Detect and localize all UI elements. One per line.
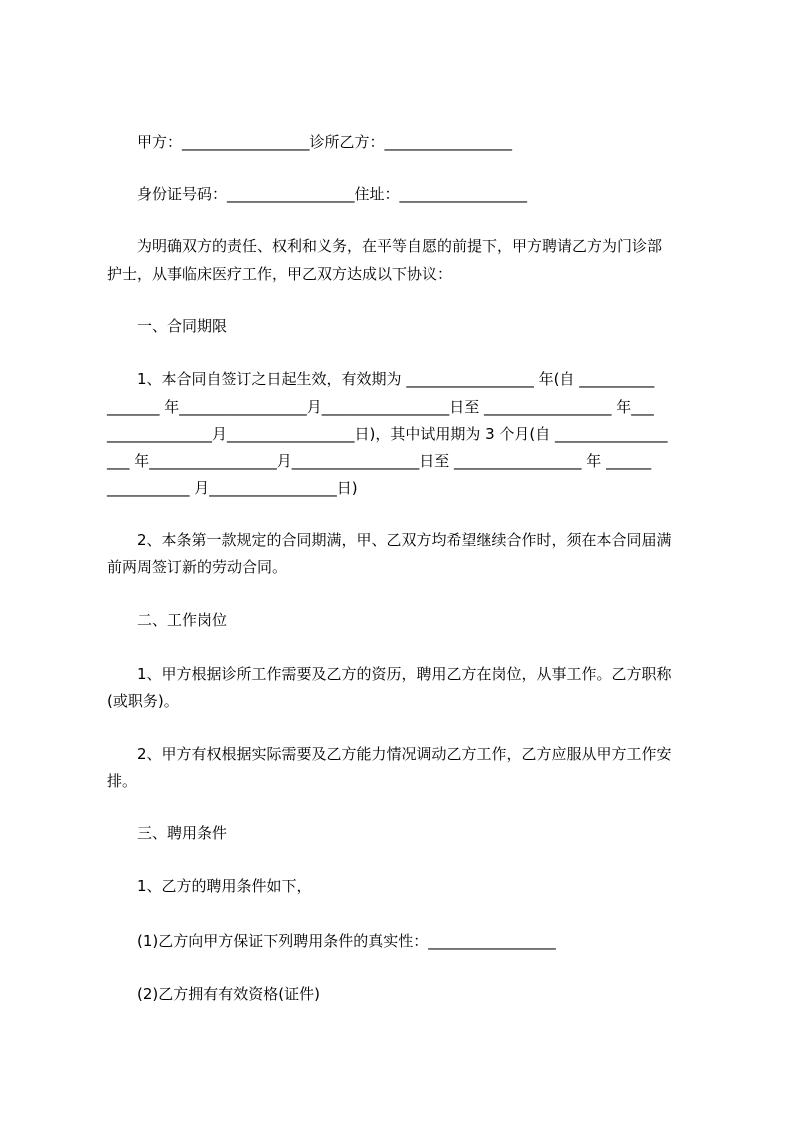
clause-3-1-item-1: (1)乙方向甲方保证下列聘用条件的真实性：_________________ [137,932,556,950]
intro-line-1: 为明确双方的责任、权利和义务，在平等自愿的前提下，甲方聘请乙方为门诊部 [137,237,663,255]
party-a-line: 甲方：_________________诊所乙方：_________________ [137,133,513,151]
intro-line-2: 护士，从事临床医疗工作，甲乙双方达成以下协议： [107,265,453,283]
clause-1-1-line-2: _______ 年_________________月_________________日至 _________________ 年___ [107,398,654,416]
clause-2-2-line-2: 排。 [107,772,138,790]
clause-1-2-line-2: 前两周签订新的劳动合同。 [107,558,288,576]
clause-3-1: 1、乙方的聘用条件如下， [137,877,312,895]
clause-2-1-line-2: (或职务)。 [107,692,179,710]
clause-2-1-line-1: 1、甲方根据诊所工作需要及乙方的资历，聘用乙方在岗位，从事工作。乙方职称 [137,665,672,683]
clause-1-1-line-5: ___________ 月_________________日) [107,479,358,497]
clause-1-1-line-1: 1、本合同自签订之日起生效，有效期为 _________________ 年(自 __________ [137,370,655,388]
section-1-heading: 一、合同期限 [137,317,228,335]
section-3-heading: 三、聘用条件 [137,824,228,842]
clause-1-2-line-1: 2、本条第一款规定的合同期满，甲、乙双方均希望继续合作时，须在本合同届满 [137,531,672,549]
clause-1-1-line-3: ______________月_________________日)，其中试用期为 3 个月(自 _______________ [107,425,668,443]
clause-1-1-line-4: ___ 年_________________月_________________日至 _________________ 年 ______ [107,452,652,470]
clause-2-2-line-1: 2、甲方有权根据实际需要及乙方能力情况调动乙方工作，乙方应服从甲方工作安 [137,745,672,763]
clause-3-1-item-2: (2)乙方拥有有效资格(证件) [137,985,320,1003]
id-address-line: 身份证号码：_________________住址：_________________ [137,185,528,203]
section-2-heading: 二、工作岗位 [137,611,228,629]
